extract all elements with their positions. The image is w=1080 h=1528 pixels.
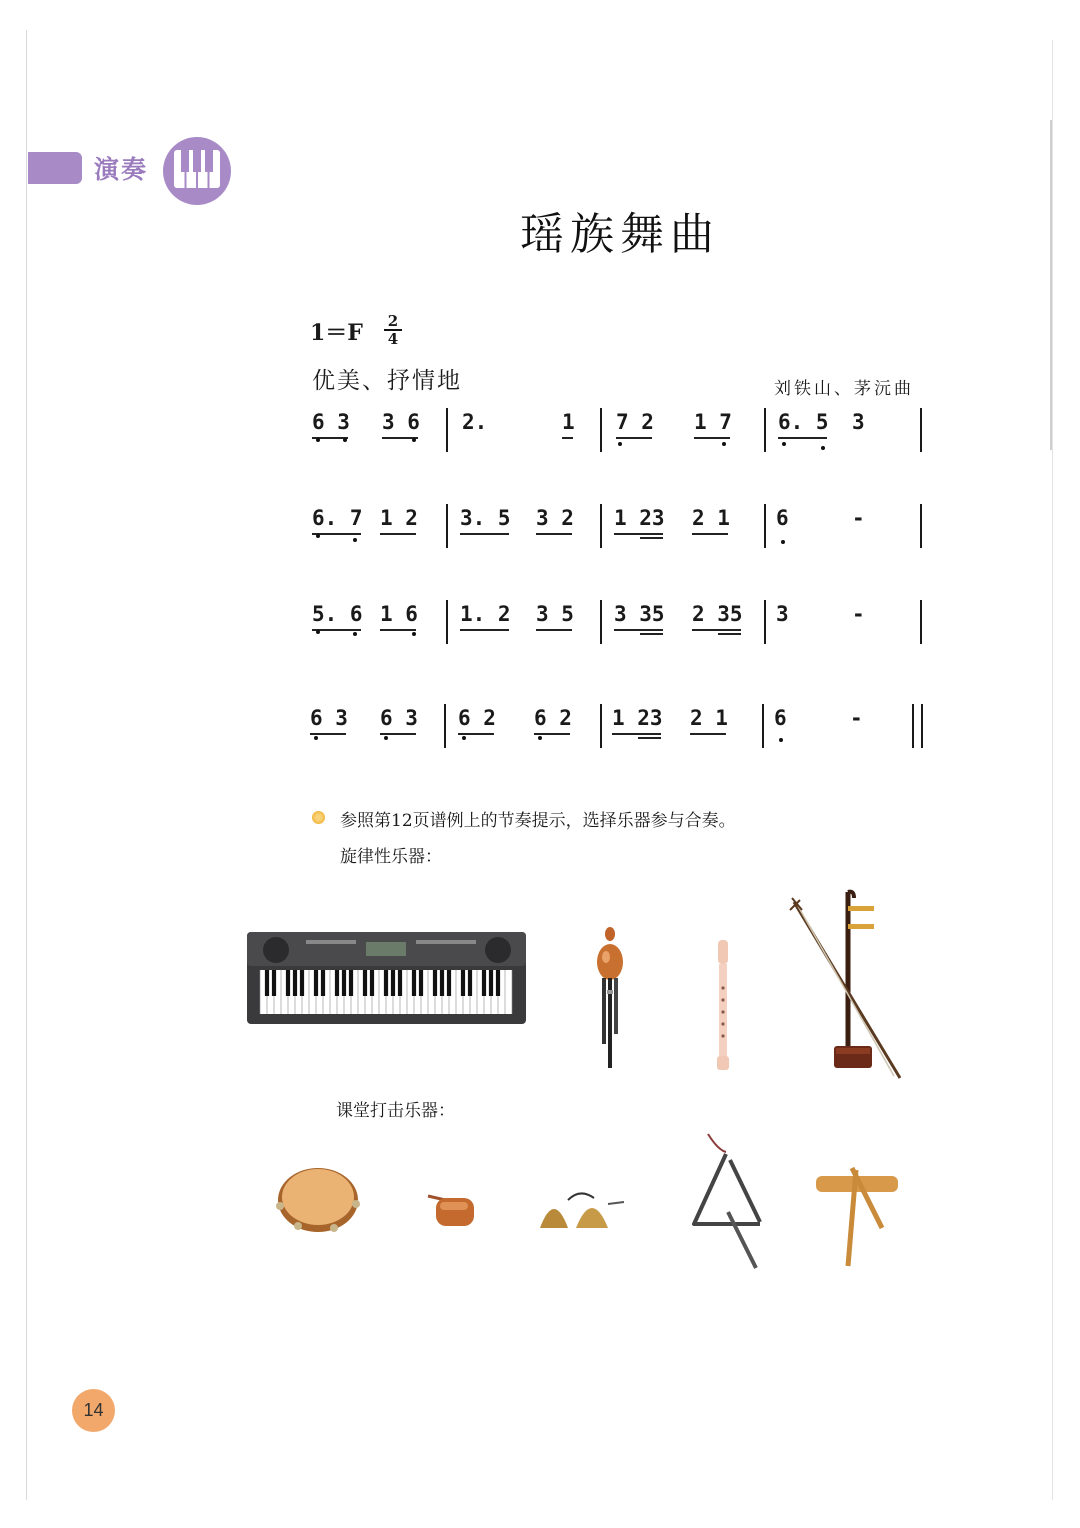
barline xyxy=(446,408,448,452)
section-tab-bar xyxy=(28,152,82,184)
note-group: 1 2 xyxy=(380,506,418,530)
percussion-instruments-label: 课堂打击乐器： xyxy=(336,1101,455,1121)
piano-keys-icon xyxy=(162,136,232,206)
note-group: 6 2 xyxy=(458,706,496,730)
barline xyxy=(600,704,602,748)
barline xyxy=(920,600,922,644)
claves-icon xyxy=(812,1162,902,1268)
note-group: 1 7 xyxy=(694,410,732,434)
meter-bottom: 4 xyxy=(387,330,399,348)
final-barline xyxy=(912,704,923,748)
note-group: 1 23 xyxy=(612,706,663,730)
note-group: 1. 2 xyxy=(460,602,511,626)
page-edge xyxy=(1050,120,1052,450)
note-group: 2. xyxy=(462,410,488,434)
note-group: 3 xyxy=(776,602,789,626)
barline xyxy=(600,600,602,644)
page-edge xyxy=(26,30,27,1500)
erhu-icon xyxy=(788,888,904,1082)
note-group: 6 3 xyxy=(312,410,350,434)
page-number: 14 xyxy=(83,1400,104,1420)
barline xyxy=(446,600,448,644)
meter-top: 2 xyxy=(387,312,399,330)
note-group: 1 23 xyxy=(614,506,665,530)
barline xyxy=(600,504,602,548)
note-group: 7 2 xyxy=(616,410,654,434)
note-group: 6. 5 xyxy=(778,410,829,434)
finger-cymbals-icon xyxy=(536,1188,628,1234)
note-group: 6 3 xyxy=(380,706,418,730)
note-group: - xyxy=(850,706,863,730)
note-group: 1 xyxy=(562,410,575,434)
score-row xyxy=(306,704,932,760)
tambourine-icon xyxy=(272,1160,368,1236)
key-signature: 1＝F xyxy=(310,320,363,346)
note-group: 6 3 xyxy=(310,706,348,730)
note-group: - xyxy=(852,602,865,626)
page-edge xyxy=(1052,40,1053,1500)
note-group: 5. 6 xyxy=(312,602,363,626)
barline xyxy=(920,408,922,452)
tempo-marking: 优美、抒情地 xyxy=(312,368,462,394)
barline xyxy=(920,504,922,548)
barline xyxy=(764,600,766,644)
song-title: 瑶族舞曲 xyxy=(520,209,720,260)
note-group: 3. 5 xyxy=(460,506,511,530)
score-row xyxy=(306,408,932,464)
melodic-instruments-label: 旋律性乐器： xyxy=(340,847,442,867)
composer-credit: 刘铁山、茅沅曲 xyxy=(774,379,914,399)
note-group: - xyxy=(852,506,865,530)
wood-block-icon xyxy=(424,1186,482,1232)
barline xyxy=(762,704,764,748)
note-group: 6 xyxy=(776,506,789,530)
note-group: 3 xyxy=(852,410,865,434)
barline xyxy=(446,504,448,548)
note-group: 1 6 xyxy=(380,602,418,626)
section-label: 演奏 xyxy=(94,155,149,184)
note-group: 3 5 xyxy=(536,602,574,626)
barline xyxy=(764,504,766,548)
note-group: 6. 7 xyxy=(312,506,363,530)
bullet-icon xyxy=(312,811,325,824)
triangle-icon xyxy=(688,1130,768,1272)
note-group: 3 6 xyxy=(382,410,420,434)
note-group: 3 2 xyxy=(536,506,574,530)
hulusi-icon xyxy=(594,924,628,1070)
electronic-keyboard-icon xyxy=(246,928,528,1026)
note-group: 2 1 xyxy=(692,506,730,530)
barline xyxy=(444,704,446,748)
barline xyxy=(600,408,602,452)
note-group: 2 1 xyxy=(690,706,728,730)
note-group: 6 xyxy=(774,706,787,730)
activity-instruction: 参照第12页谱例上的节奏提示，选择乐器参与合奏。 xyxy=(340,811,736,831)
barline xyxy=(764,408,766,452)
note-group: 6 2 xyxy=(534,706,572,730)
score-row xyxy=(306,504,932,560)
score-row xyxy=(306,600,932,656)
note-group: 2 35 xyxy=(692,602,743,626)
time-signature xyxy=(384,314,402,346)
note-group: 3 35 xyxy=(614,602,665,626)
recorder-icon xyxy=(712,938,734,1072)
